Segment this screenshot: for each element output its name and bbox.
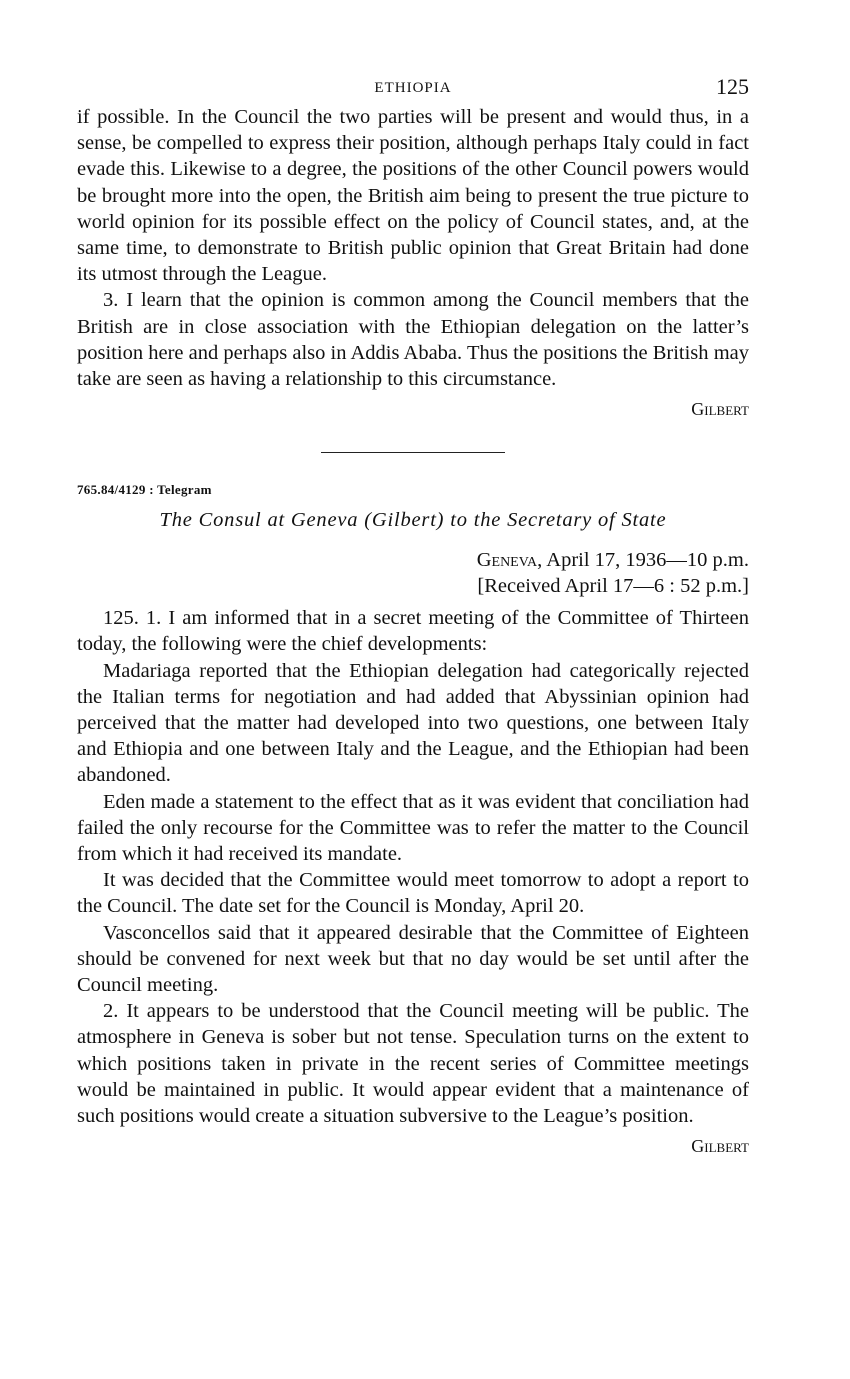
signature: Gilbert — [691, 399, 749, 420]
running-head-title: ETHIOPIA — [374, 80, 452, 96]
paragraph: 3. I learn that the opinion is common among the Council members that the British are in close association with the Ethiopian delegation on the latter’s position here and perhaps also in Addis Ababa. Thus the positions the British may take are seen as having a relationship to this circumstance. — [77, 289, 749, 391]
paragraph: Vasconcellos said that it appeared desirable that the Committee of Eighteen should be convened for next week but that no day would be set until after the Council meeting. — [77, 921, 749, 997]
page-number: 125 — [716, 74, 749, 99]
received-line: [Received April 17—6 : 52 p.m.] — [477, 575, 749, 598]
paragraph: Madariaga reported that the Ethiopian delegation had categorically rejected the Italian terms for negotiation and had added that Abyssinian opinion had perceived that the matter had developed into two questions, one between Italy and Ethiopia and one between Italy and the League, and the Ethiopian had been abandoned. — [77, 659, 749, 787]
document-title: The Consul at Geneva (Gilbert) to the Secretary of State — [159, 509, 667, 532]
running-head — [77, 72, 749, 104]
file-reference: 765.84/4129 : Telegram — [77, 482, 212, 498]
paragraph: Eden made a statement to the effect that as it was evident that conciliation had failed the only recourse for the Committee was to refer the matter to the Council from which it had received its mandate. — [77, 790, 749, 866]
dateline-place: Geneva, — [476, 549, 543, 572]
document-page — [77, 72, 749, 1159]
dateline — [77, 547, 749, 573]
paragraph: It was decided that the Committee would meet tomorrow to adopt a report to the Council. The date set for the Council is Monday, April 20. — [77, 869, 749, 918]
dateline-date: April 17, 1936—10 p.m. — [546, 549, 749, 572]
signature: Gilbert — [691, 1136, 749, 1157]
paragraph: 2. It appears to be understood that the Council meeting will be public. The atmosphere in Geneva is sober but not tense. Speculation turns on the extent to which positions taken in private in the recent series of Committee meetings would be maintained in public. It would appear evident that a maintenance of such positions would create a situation subversive to the League’s position. — [77, 1000, 749, 1128]
section-divider — [321, 452, 505, 453]
section-1 — [77, 104, 749, 422]
section-2 — [77, 481, 749, 1159]
paragraph: if possible. In the Council the two parties will be present and would thus, in a sense, be compelled to express their position, although perhaps Italy could in fact evade this. Likewise to a degree, the positions of the other Council powers would be brought more into the open, the British aim being to present the true picture to world opinion for its possible effect on the policy of Council states, and, at the same time, to demonstrate to British public opinion that Great Britain had done its utmost through the League. — [77, 106, 749, 286]
paragraph: 125. 1. I am informed that in a secret meeting of the Committee of Thirteen today, the following were the chief developments: — [77, 607, 749, 656]
